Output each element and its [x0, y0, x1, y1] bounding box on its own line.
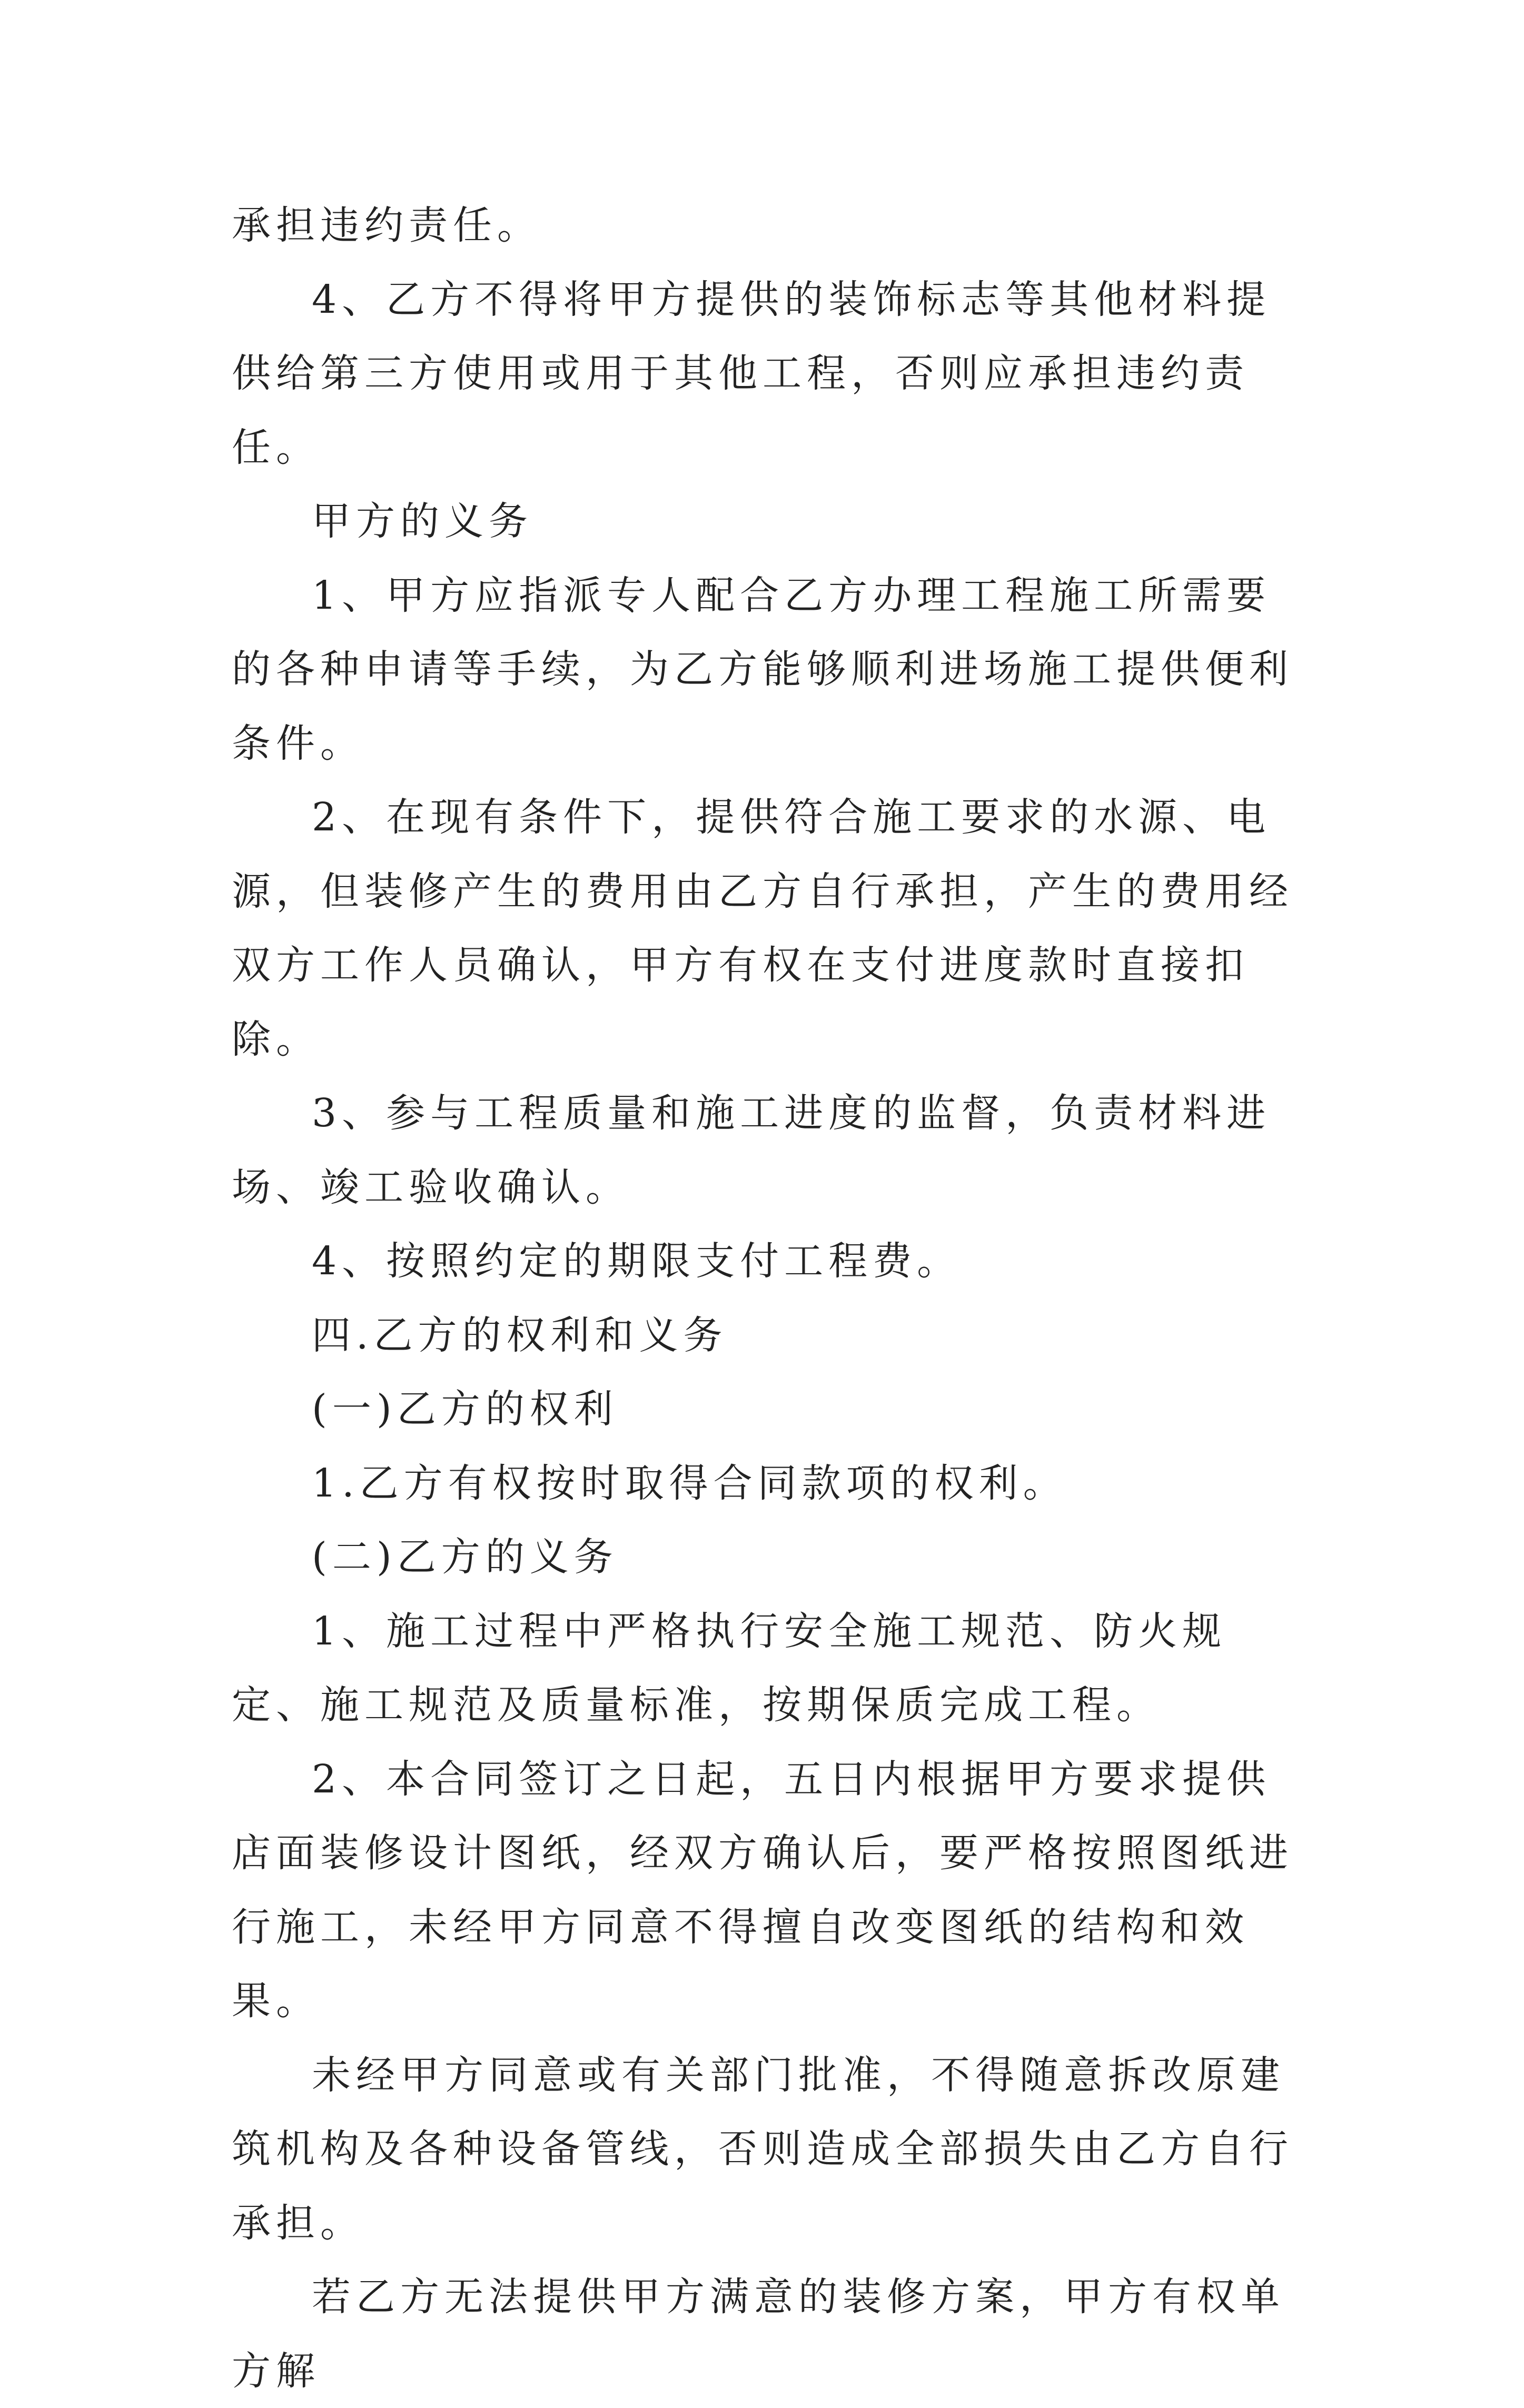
- paragraph: 若乙方无法提供甲方满意的装修方案，甲方有权单方解: [232, 2274, 1285, 2394]
- paragraph: 3、参与工程质量和施工进度的监督，负责材料进场、竣工验收确认。: [232, 1091, 1271, 1210]
- paragraph: 1.乙方有权按时取得合同款项的权利。: [312, 1460, 1067, 1506]
- paragraph: 4、按照约定的期限支付工程费。: [312, 1238, 962, 1284]
- paragraph: 1、施工过程中严格执行安全施工规范、防火规定、施工规范及质量标准，按期保质完成工程。: [232, 1608, 1227, 1728]
- paragraph: 4、乙方不得将甲方提供的装饰标志等其他材料提供给第三方使用或用于其他工程，否则应承担违约责任。: [232, 276, 1271, 470]
- paragraph: 2、本合同签订之日起，五日内根据甲方要求提供店面装修设计图纸，经双方确认后，要严格按照图纸进行施工，未经甲方同意不得擅自改变图纸的结构和效果。: [232, 1756, 1293, 2024]
- paragraph: 未经甲方同意或有关部门批准，不得随意拆改原建筑机构及各种设备管线，否则造成全部损失由乙方自行承担。: [232, 2052, 1293, 2246]
- document-body: [232, 189, 1306, 2408]
- section-heading: 甲方的义务: [312, 499, 533, 544]
- subsection-heading: (一)乙方的权利: [312, 1386, 618, 1432]
- paragraph: 承担违约责任。: [232, 203, 541, 248]
- section-heading: 四.乙方的权利和义务: [312, 1312, 728, 1358]
- subsection-heading: (二)乙方的义务: [312, 1534, 618, 1580]
- paragraph: 2、在现有条件下，提供符合施工要求的水源、电源，但装修产生的费用由乙方自行承担，产生的费用经双方工作人员确认，甲方有权在支付进度款时直接扣除。: [232, 795, 1293, 1062]
- paragraph: 1、甲方应指派专人配合乙方办理工程施工所需要的各种申请等手续，为乙方能够顺利进场施工提供便利条件。: [232, 572, 1293, 766]
